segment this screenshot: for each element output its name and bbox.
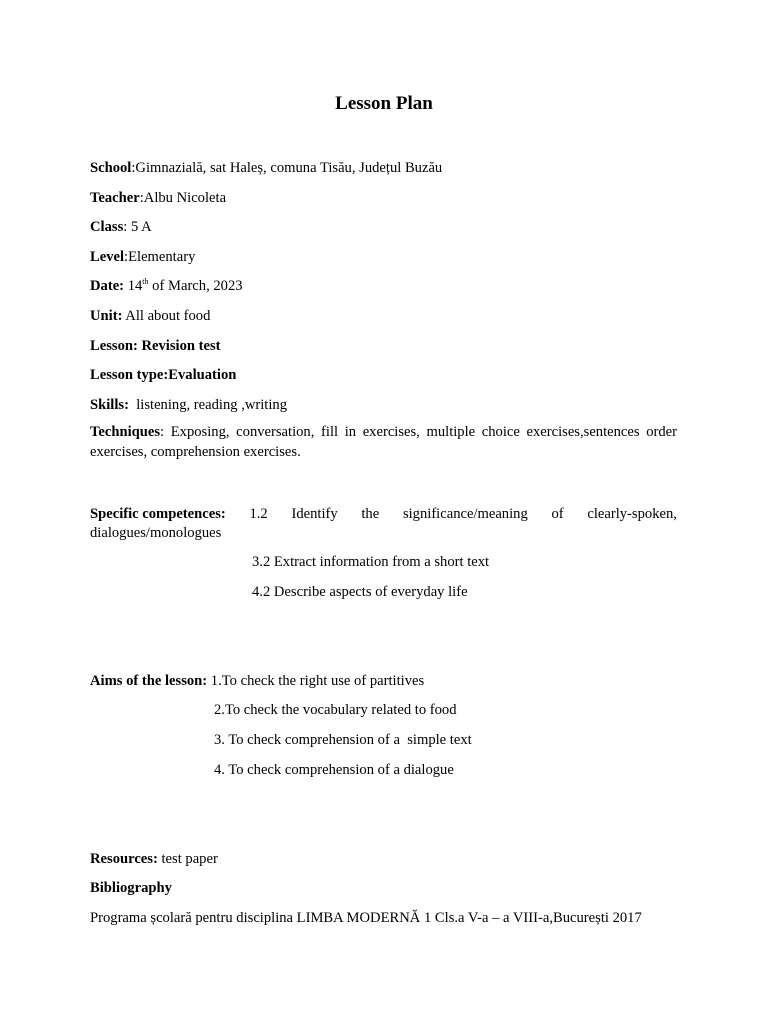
- unit-label: Unit:: [90, 308, 123, 324]
- class-value: : 5 A: [123, 219, 152, 235]
- level-label: Level: [90, 249, 125, 265]
- school-line: [90, 158, 442, 178]
- skills-value: listening, reading ,writing: [128, 397, 288, 413]
- techniques-value-1: : Exposing, conversation, fill in exercises, multiple choice exercises,sentences order: [160, 424, 677, 440]
- resources-line: [90, 849, 218, 869]
- competences-line-1: [90, 504, 677, 524]
- teacher-label: Teacher: [90, 190, 140, 206]
- school-value: :Gimnazială, sat Haleș, comuna Tisău, Județul Buzău: [131, 160, 443, 176]
- bibliography-heading: [90, 878, 172, 898]
- date-suffix: th: [142, 277, 149, 286]
- skills-label: Skills:: [90, 397, 129, 413]
- lesson-type-label: Lesson type:Evaluation: [90, 367, 237, 383]
- level-line: [90, 247, 195, 267]
- lesson-type-line: [90, 365, 236, 385]
- bibliography-entry: Programa școlară pentru disciplina LIMBA MODERNĂ 1 Cls.a V-a – a VIII-a,București 2017: [90, 910, 642, 926]
- date-rest: of March, 2023: [148, 278, 243, 294]
- teacher-line: [90, 188, 226, 208]
- competence-word: significance/meaning: [402, 506, 528, 522]
- resources-value: test paper: [157, 851, 218, 867]
- competences-line-1-cont: dialogues/monologues: [90, 525, 222, 541]
- aims-line: [90, 671, 424, 691]
- aims-label: Aims of the lesson:: [90, 673, 208, 689]
- aim-item: 4. To check comprehension of a dialogue: [214, 762, 454, 778]
- unit-line: [90, 306, 210, 326]
- class-line: [90, 217, 152, 237]
- techniques-line-1: [90, 422, 677, 442]
- level-value: :Elementary: [124, 249, 196, 265]
- unit-value: All about food: [122, 308, 211, 324]
- aim-item: 2.To check the vocabulary related to food: [214, 702, 457, 718]
- aim-item: 3. To check comprehension of a simple text: [214, 732, 472, 748]
- date-label: Date:: [90, 278, 125, 294]
- lesson-line: [90, 336, 221, 356]
- competence-item: 4.2 Describe aspects of everyday life: [252, 584, 468, 600]
- techniques-line-2: exercises, comprehension exercises.: [90, 444, 301, 460]
- competence-word: clearly-spoken,: [587, 506, 677, 522]
- skills-line: [90, 395, 287, 415]
- lesson-label: Lesson: Revision test: [90, 338, 221, 354]
- competence-word: Identify: [291, 506, 338, 522]
- page-title: Lesson Plan: [335, 93, 433, 114]
- bibliography-label: Bibliography: [90, 880, 172, 896]
- competence-item: 3.2 Extract information from a short text: [252, 554, 490, 570]
- teacher-value: :Albu Nicoleta: [139, 190, 227, 206]
- competence-word: of: [551, 506, 564, 522]
- date-line: [90, 276, 243, 296]
- class-label: Class: [90, 219, 124, 235]
- aim-item: 1.To check the right use of partitives: [207, 673, 425, 689]
- resources-label: Resources:: [90, 851, 158, 867]
- school-label: School: [90, 160, 132, 176]
- competences-label: Specific competences:: [90, 506, 226, 522]
- competence-word: 1.2: [249, 506, 268, 522]
- competence-word: the: [361, 506, 380, 522]
- techniques-label: Techniques: [90, 424, 161, 440]
- date-day: 14: [124, 278, 143, 294]
